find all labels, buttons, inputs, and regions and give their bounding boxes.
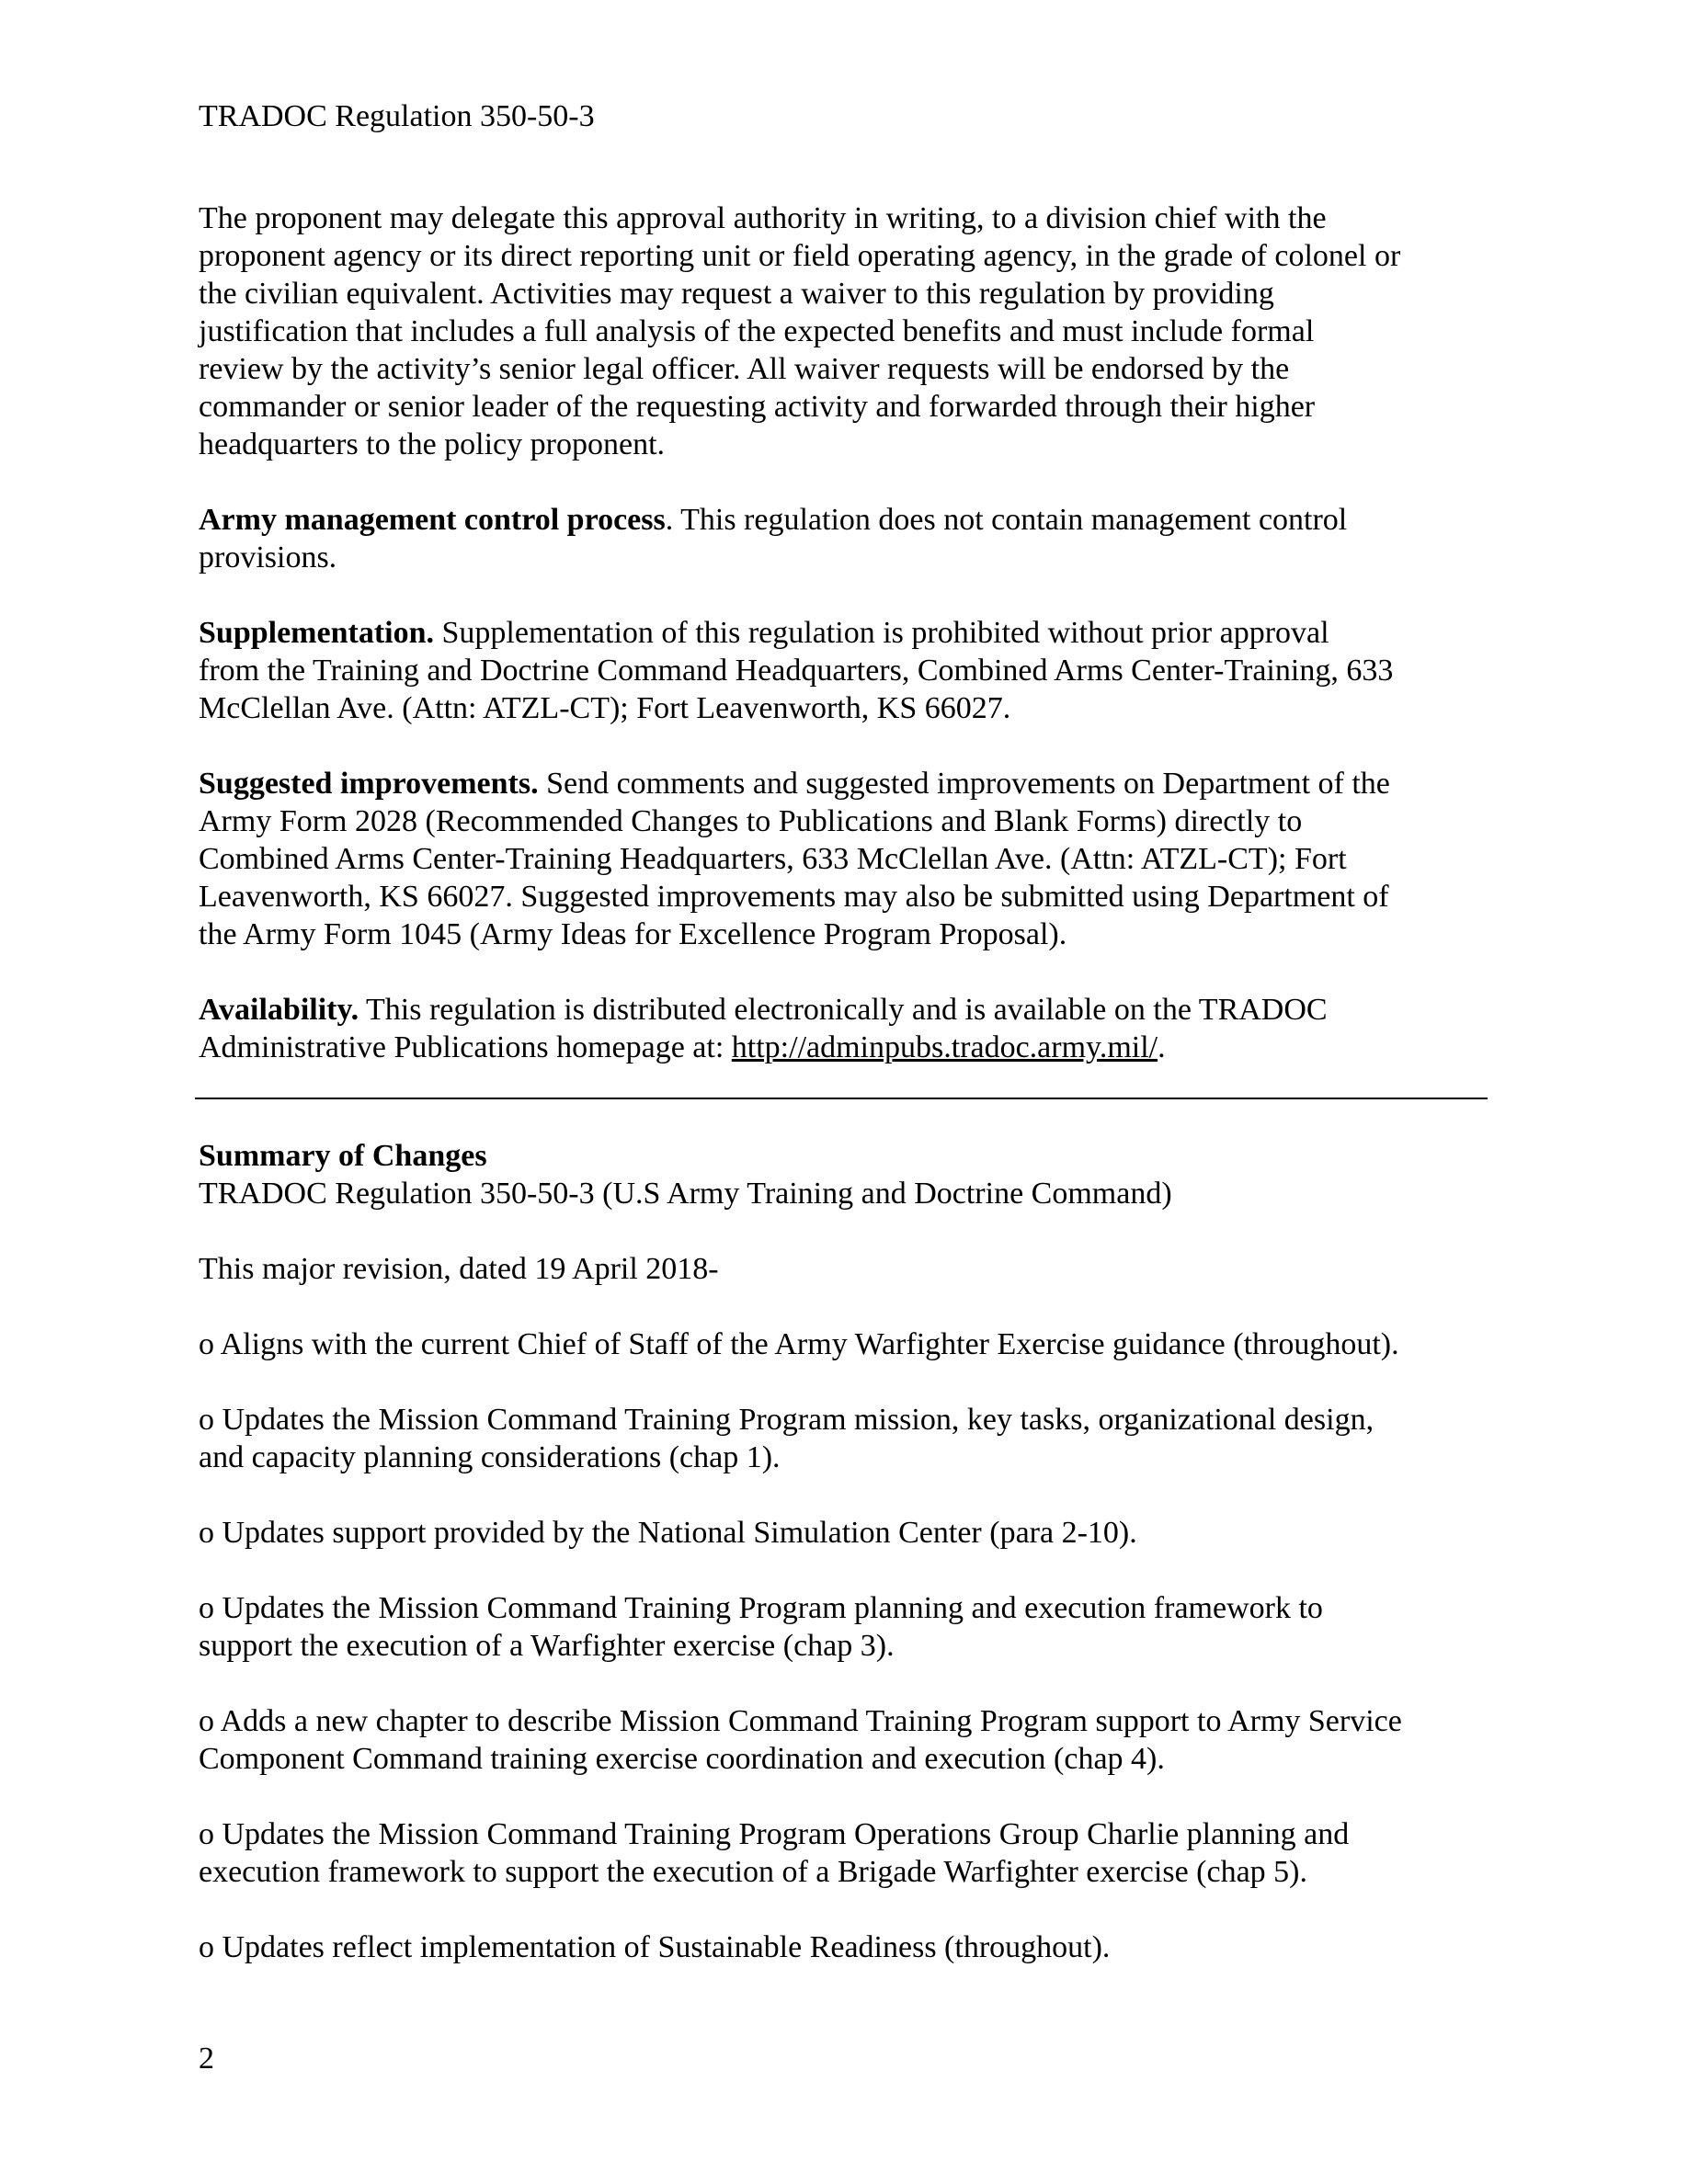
summary-bullet-6-cont: execution framework to support the execution of a Brigade Warfighter exercise (chap 5). (199, 1855, 1307, 1889)
summary-revision: This major revision, dated 19 April 2018- (199, 1252, 719, 1286)
adminpubs-link[interactable]: http://adminpubs.tradoc.army.mil/ (731, 1030, 1158, 1064)
supplementation-heading: Supplementation. (199, 616, 434, 650)
summary-bullet-3: o Updates support provided by the National Simulation Center (para 2-10). (199, 1516, 1137, 1550)
supplementation-text: Supplementation of this regulation is prohibited without prior approval (434, 616, 1329, 650)
summary-bullet-2: o Updates the Mission Command Training Program mission, key tasks, organizational design, (199, 1403, 1374, 1437)
management-line-1 (199, 501, 1495, 539)
availability-prefix: Administrative Publications homepage at: (199, 1030, 732, 1064)
improvements-line-3: Combined Arms Center-Training Headquarters, 633 McClellan Ave. (Attn: ATZL-CT); Fort (199, 842, 1347, 876)
improvements-line-1 (199, 765, 1495, 802)
intro-line-7: headquarters to the policy proponent. (199, 427, 666, 461)
intro-line-2: proponent agency or its direct reporting unit or field operating agency, in the grade of colonel or (199, 239, 1401, 273)
intro-line-6: commander or senior leader of the requesting activity and forwarded through their higher (199, 390, 1316, 424)
summary-bullet-5: o Adds a new chapter to describe Mission Command Training Program support to Army Service (199, 1704, 1402, 1738)
section-divider (195, 1098, 1488, 1099)
summary-subtitle: TRADOC Regulation 350-50-3 (U.S Army Training and Doctrine Command) (199, 1177, 1172, 1211)
improvements-line-5: the Army Form 1045 (Army Ideas for Excellence Program Proposal). (199, 917, 1067, 951)
supplementation-line-2: from the Training and Doctrine Command Headquarters, Combined Arms Center-Training, 633 (199, 654, 1394, 688)
summary-bullet-5-cont: Component Command training exercise coordination and execution (chap 4). (199, 1742, 1165, 1776)
availability-suffix: . (1158, 1030, 1166, 1064)
improvements-text: Send comments and suggested improvements on Department of the (538, 767, 1390, 801)
supplementation-line-1 (199, 614, 1495, 652)
improvements-heading: Suggested improvements. (199, 767, 539, 801)
improvements-line-4: Leavenworth, KS 66027. Suggested improvements may also be submitted using Department of (199, 880, 1389, 914)
management-line-2: provisions. (199, 540, 337, 574)
summary-bullet-2-cont: and capacity planning considerations (chap 1). (199, 1440, 781, 1474)
summary-bullet-4: o Updates the Mission Command Training Program planning and execution framework to (199, 1591, 1323, 1625)
management-heading: Army management control process (199, 503, 666, 537)
summary-bullet-4-cont: support the execution of a Warfighter exercise (chap 3). (199, 1629, 895, 1663)
availability-text: This regulation is distributed electronically and is available on the TRADOC (359, 993, 1328, 1027)
intro-line-3: the civilian equivalent. Activities may request a waiver to this regulation by providing (199, 277, 1274, 311)
summary-heading: Summary of Changes (199, 1139, 487, 1173)
intro-line-1: The proponent may delegate this approval authority in writing, to a division chief with the (199, 201, 1327, 235)
intro-line-5: review by the activity’s senior legal officer. All waiver requests will be endorsed by the (199, 352, 1290, 386)
running-header: TRADOC Regulation 350-50-3 (199, 99, 595, 133)
availability-heading: Availability. (199, 993, 359, 1027)
supplementation-line-3: McClellan Ave. (Attn: ATZL-CT); Fort Leavenworth, KS 66027. (199, 691, 1011, 725)
availability-line-2 (199, 1029, 1495, 1066)
improvements-line-2: Army Form 2028 (Recommended Changes to Publications and Blank Forms) directly to (199, 804, 1303, 838)
management-text: . This regulation does not contain management control (665, 503, 1348, 537)
summary-bullet-7: o Updates reflect implementation of Sustainable Readiness (throughout). (199, 1930, 1111, 1964)
page-number: 2 (199, 2042, 214, 2076)
availability-line-1 (199, 991, 1495, 1029)
summary-bullet-6: o Updates the Mission Command Training Program Operations Group Charlie planning and (199, 1817, 1350, 1851)
intro-line-4: justification that includes a full analysis of the expected benefits and must include formal (199, 314, 1315, 348)
summary-bullet-1: o Aligns with the current Chief of Staff of the Army Warfighter Exercise guidance (throughout). (199, 1327, 1399, 1361)
